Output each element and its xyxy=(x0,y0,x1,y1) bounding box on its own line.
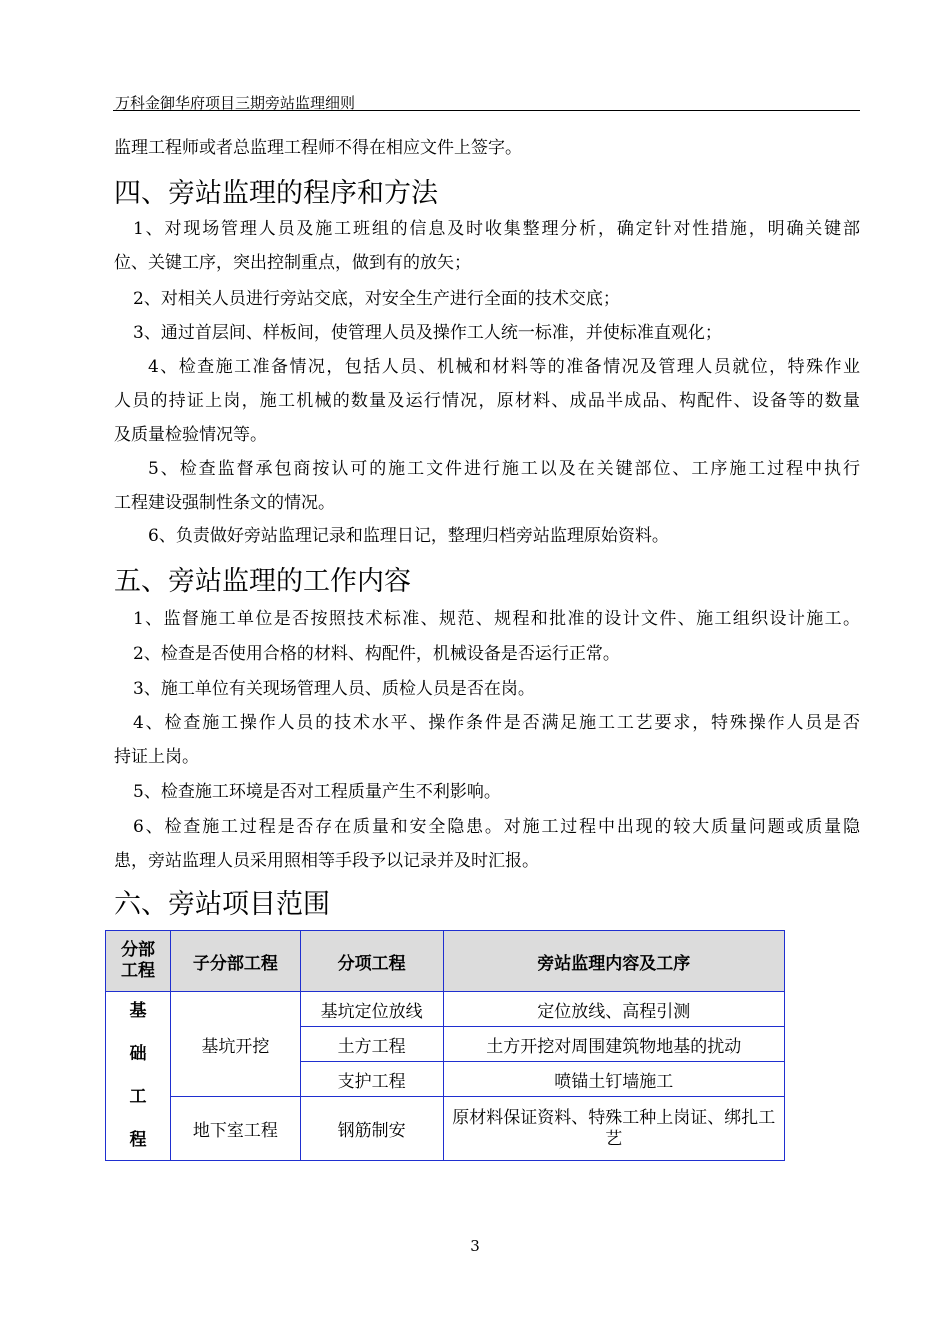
section-5-heading: 五、旁站监理的工作内容 xyxy=(114,566,411,597)
division-char: 础 xyxy=(129,1044,147,1064)
division-char: 工 xyxy=(129,1087,147,1107)
s4-item-5-line-1: 5、检查监督承包商按认可的施工文件进行施工以及在关键部位、工序施工过程中执行 xyxy=(148,459,860,479)
item-cell: 支护工程 xyxy=(300,1062,443,1097)
s5-item-6-line-2: 患，旁站监理人员采用照相等手段予以记录并及时汇报。 xyxy=(114,851,539,871)
content-cell: 原材料保证资料、特殊工种上岗证、绑扎工艺 xyxy=(443,1097,785,1161)
table-row xyxy=(106,1097,785,1161)
subdivision-cell: 基坑开挖 xyxy=(170,992,300,1097)
col-header-subdivision: 子分部工程 xyxy=(170,931,300,992)
content-cell: 土方开挖对周围建筑物地基的扰动 xyxy=(443,1027,785,1062)
s4-item-6: 6、负责做好旁站监理记录和监理日记，整理归档旁站监理原始资料。 xyxy=(148,526,669,546)
item-cell: 基坑定位放线 xyxy=(300,992,443,1027)
s4-item-3: 3、通过首层间、样板间，使管理人员及操作工人统一标准，并使标准直观化； xyxy=(133,323,722,343)
content-cell: 定位放线、高程引测 xyxy=(443,992,785,1027)
item-cell: 钢筋制安 xyxy=(300,1097,443,1161)
s4-item-4-line-3: 及质量检验情况等。 xyxy=(114,425,267,445)
s5-item-4-line-2: 持证上岗。 xyxy=(114,747,199,767)
document-header: 万科金御华府项目三期旁站监理细则 xyxy=(115,94,356,112)
division-char: 基 xyxy=(129,1001,147,1021)
s5-item-3: 3、施工单位有关现场管理人员、质检人员是否在岗。 xyxy=(133,679,535,699)
s5-item-5: 5、检查施工环境是否对工程质量产生不利影响。 xyxy=(133,782,501,802)
s5-item-1: 1、监督施工单位是否按照技术标准、规范、规程和批准的设计文件、施工组织设计施工。 xyxy=(133,609,860,629)
table-header-row xyxy=(106,931,785,992)
s4-item-4-line-1: 4、检查施工准备情况，包括人员、机械和材料等的准备情况及管理人员就位，特殊作业 xyxy=(148,357,860,377)
col-header-division xyxy=(106,931,171,992)
page-number: 3 xyxy=(470,1237,480,1255)
header-divider xyxy=(113,110,860,111)
col-header-content: 旁站监理内容及工序 xyxy=(443,931,785,992)
s4-item-1-line-2: 位、关键工序，突出控制重点，做到有的放矢； xyxy=(114,253,471,273)
col-header-item: 分项工程 xyxy=(300,931,443,992)
section-6-heading: 六、旁站项目范围 xyxy=(114,889,330,920)
division-char: 程 xyxy=(129,1130,147,1150)
col-header-division-text: 分部工程 xyxy=(120,940,155,981)
s5-item-6-line-1: 6、检查施工过程是否存在质量和安全隐患。对施工过程中出现的较大质量问题或质量隐 xyxy=(133,817,860,837)
content-cell: 喷锚土钉墙施工 xyxy=(443,1062,785,1097)
table-row xyxy=(106,992,785,1027)
s4-item-1-line-1: 1、对现场管理人员及施工班组的信息及时收集整理分析，确定针对性措施，明确关键部 xyxy=(133,219,860,239)
s4-item-2: 2、对相关人员进行旁站交底，对安全生产进行全面的技术交底； xyxy=(133,289,620,309)
s4-item-5-line-2: 工程建设强制性条文的情况。 xyxy=(114,493,335,513)
scope-table xyxy=(105,930,785,1161)
s4-item-4-line-2: 人员的持证上岗，施工机械的数量及运行情况，原材料、成品半成品、构配件、设备等的数量 xyxy=(114,391,860,411)
subdivision-cell: 地下室工程 xyxy=(170,1097,300,1161)
s5-item-4-line-1: 4、检查施工操作人员的技术水平、操作条件是否满足施工工艺要求，特殊操作人员是否 xyxy=(133,713,860,733)
section-4-heading: 四、旁站监理的程序和方法 xyxy=(114,178,438,209)
s5-item-2: 2、检查是否使用合格的材料、构配件，机械设备是否运行正常。 xyxy=(133,644,620,664)
division-cell xyxy=(106,992,171,1161)
intro-line: 监理工程师或者总监理工程师不得在相应文件上签字。 xyxy=(114,138,522,158)
item-cell: 土方工程 xyxy=(300,1027,443,1062)
